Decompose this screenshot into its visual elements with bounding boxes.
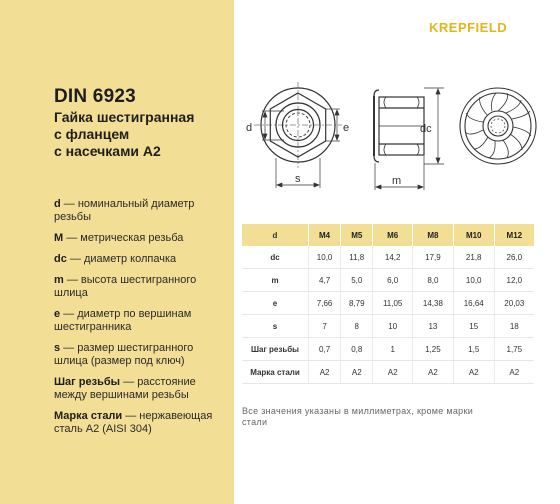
table-cell: m	[242, 269, 309, 292]
table-header-cell: M12	[494, 224, 534, 246]
legend-item	[54, 274, 229, 300]
nut-side-view	[374, 90, 424, 162]
table-cell: 14,2	[373, 246, 413, 269]
legend-desc: — нержавеющая сталь А2 (AISI 304)	[54, 410, 213, 435]
subtitle-line: Гайка шестигранная	[54, 109, 195, 125]
table-cell: 7,66	[309, 292, 341, 315]
nut-technical-drawing	[234, 60, 560, 200]
legend-item	[54, 308, 229, 334]
table-cell: 8,79	[341, 292, 373, 315]
brand-logo: KREPFIELD	[429, 20, 508, 35]
table-cell: e	[242, 292, 309, 315]
legend-term: m	[54, 274, 64, 286]
table-cell: 1,5	[453, 338, 494, 361]
table-row	[242, 246, 534, 269]
legend-desc: — высота шестигранного шлица	[54, 274, 197, 299]
legend-desc: — расстояние между вершинами резьбы	[54, 376, 196, 401]
table-header-cell: d	[242, 224, 309, 246]
table-header-cell: M10	[453, 224, 494, 246]
legend-list	[54, 198, 229, 444]
table-cell: 1,25	[413, 338, 454, 361]
legend-desc: — диаметр колпачка	[66, 253, 177, 265]
legend-term: d	[54, 198, 61, 210]
table-cell: 8	[341, 315, 373, 338]
table-cell: 0,7	[309, 338, 341, 361]
table-row	[242, 361, 534, 384]
subtitle-line: с фланцем	[54, 126, 130, 142]
table-cell: 10,0	[453, 269, 494, 292]
table-cell: 17,9	[413, 246, 454, 269]
legend-term: Шаг резьбы	[54, 376, 121, 388]
table-header-cell: M4	[309, 224, 341, 246]
table-cell: 10,0	[309, 246, 341, 269]
table-cell: A2	[413, 361, 454, 384]
legend-term: Марка стали	[54, 410, 123, 422]
table-cell: A2	[373, 361, 413, 384]
legend-desc: — номинальный диаметр резьбы	[54, 198, 195, 223]
nut-bottom-view	[460, 88, 536, 164]
table-cell: A2	[453, 361, 494, 384]
product-subtitle	[54, 109, 229, 160]
table-cell: 13	[413, 315, 454, 338]
legend-item	[54, 342, 229, 368]
legend-item	[54, 253, 229, 266]
table-cell: 11,05	[373, 292, 413, 315]
table-cell: 1	[373, 338, 413, 361]
subtitle-line: с насечками А2	[54, 143, 161, 159]
table-cell: 11,8	[341, 246, 373, 269]
table-cell: 16,64	[453, 292, 494, 315]
table-row	[242, 315, 534, 338]
dim-label-m: m	[392, 175, 402, 187]
table-header-cell: M8	[413, 224, 454, 246]
dim-label-e: e	[343, 122, 350, 134]
legend-item	[54, 198, 229, 224]
table-cell: 4,7	[309, 269, 341, 292]
table-cell: A2	[309, 361, 341, 384]
legend-term: s	[54, 342, 61, 354]
legend-item	[54, 376, 229, 402]
table-header-row	[242, 224, 534, 246]
table-cell: Марка стали	[242, 361, 309, 384]
table-cell: 15	[453, 315, 494, 338]
legend-desc: — метрическая резьба	[63, 232, 184, 244]
table-header-cell: M6	[373, 224, 413, 246]
legend-desc: — диаметр по вершинам шестигранника	[54, 308, 192, 333]
table-cell: A2	[494, 361, 534, 384]
legend-term: M	[54, 232, 64, 244]
table-cell: 18	[494, 315, 534, 338]
table-cell: 26,0	[494, 246, 534, 269]
table-cell: 10	[373, 315, 413, 338]
table-cell: 14,38	[413, 292, 454, 315]
legend-desc: — размер шестигранного шлица (размер под ключ)	[54, 342, 194, 367]
legend-term: e	[54, 308, 61, 320]
table-cell: 1,75	[494, 338, 534, 361]
table-row	[242, 338, 534, 361]
legend-item	[54, 410, 229, 436]
units-footnote: Все значения указаны в миллиметрах, кроме марки стали	[242, 406, 474, 427]
table-cell: Шаг резьбы	[242, 338, 309, 361]
nut-front-view	[254, 82, 342, 168]
dim-label-d: d	[246, 122, 253, 134]
page-title: DIN 6923	[54, 86, 136, 107]
legend-term: dc	[54, 253, 67, 265]
table-cell: 21,8	[453, 246, 494, 269]
table-row	[242, 269, 534, 292]
spec-table	[242, 224, 534, 384]
table-header-cell: M5	[341, 224, 373, 246]
dimension-d	[262, 111, 284, 140]
table-cell: 20,03	[494, 292, 534, 315]
table-row	[242, 292, 534, 315]
table-cell: s	[242, 315, 309, 338]
table-cell: 8,0	[413, 269, 454, 292]
table-cell: 12,0	[494, 269, 534, 292]
table-cell: 7	[309, 315, 341, 338]
table-cell: 6,0	[373, 269, 413, 292]
dim-label-dc: dc	[420, 123, 432, 135]
legend-item	[54, 232, 229, 245]
table-cell: 5,0	[341, 269, 373, 292]
dim-label-s: s	[295, 173, 301, 185]
table-cell: 0,8	[341, 338, 373, 361]
table-cell: dc	[242, 246, 309, 269]
table-cell: A2	[341, 361, 373, 384]
